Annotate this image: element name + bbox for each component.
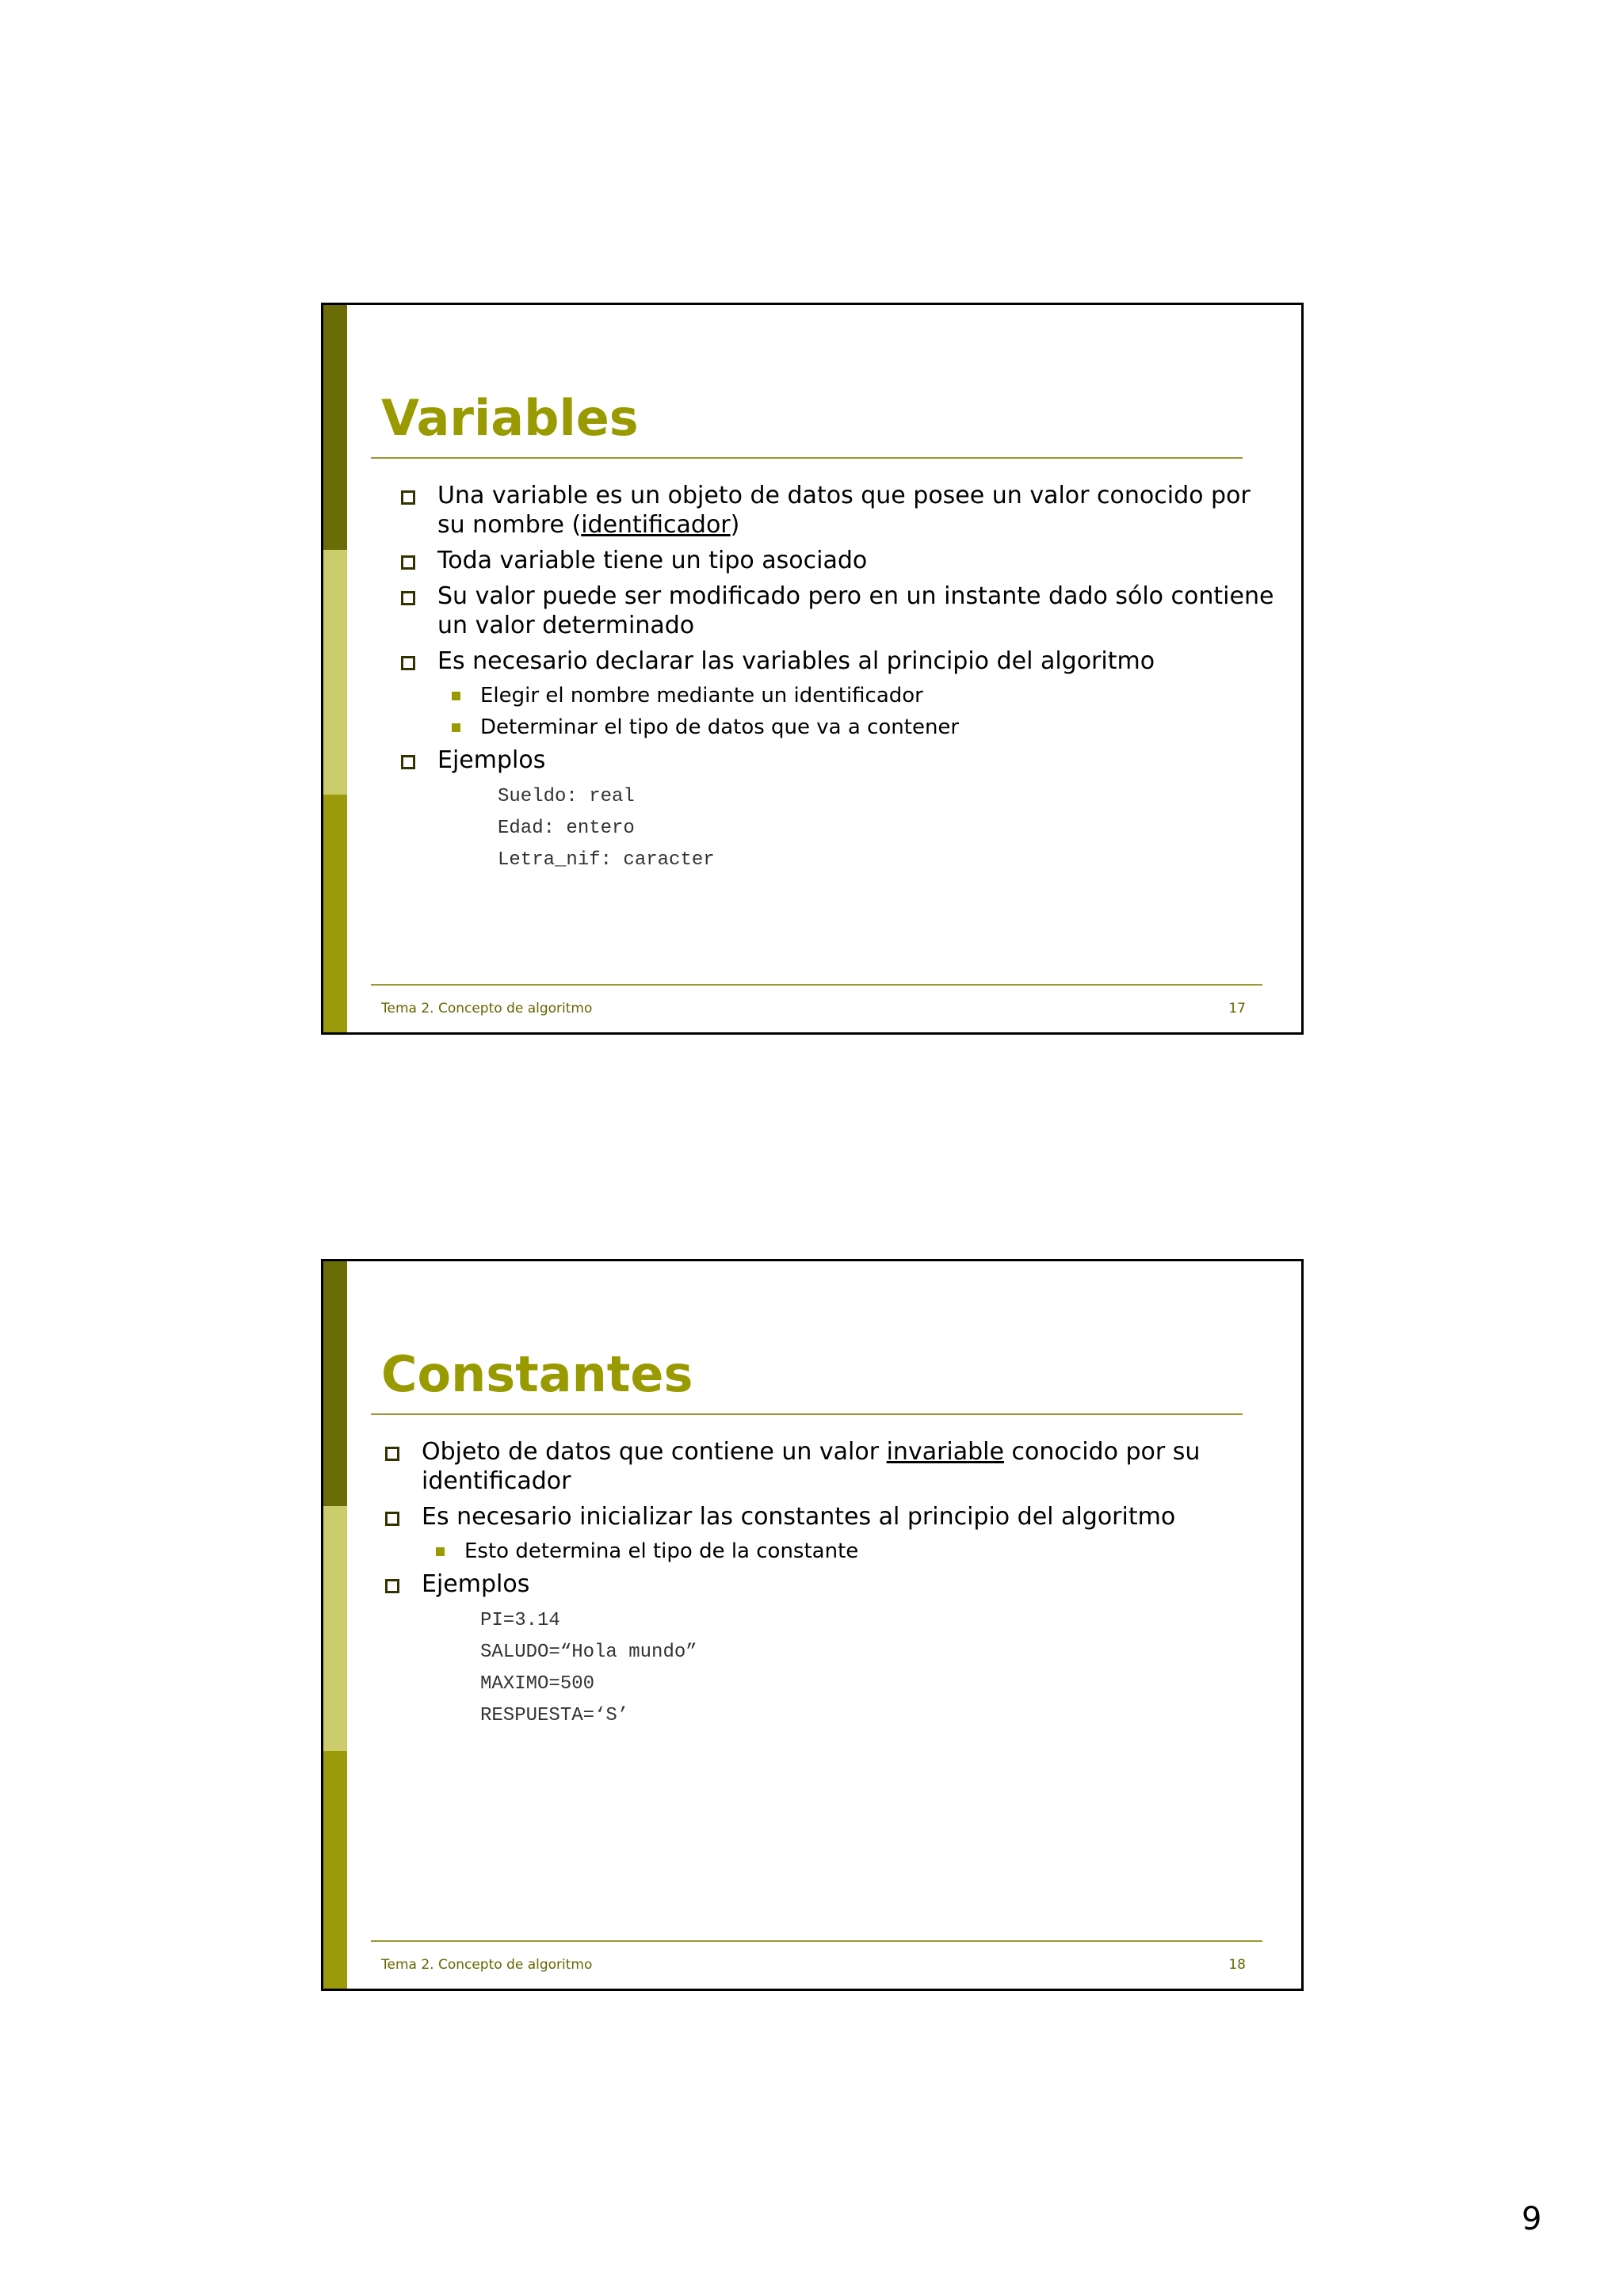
code-line: Letra_nif: caracter xyxy=(498,849,715,871)
code-line: Edad: entero xyxy=(498,818,635,839)
bullet-text: Es necesario inicializar las constantes al principio del algoritmo xyxy=(422,1503,1176,1531)
side-bar-segment-mid xyxy=(323,1751,347,1991)
square-bullet-icon xyxy=(385,1512,399,1526)
sub-bullet-text: Elegir el nombre mediante un identificador xyxy=(480,684,923,707)
underlined-term: invariable xyxy=(886,1438,1004,1466)
bullet-text: Es necesario declarar las variables al principio del algoritmo xyxy=(437,647,1155,675)
sub-bullet-item xyxy=(395,682,1282,709)
square-bullet-icon xyxy=(401,755,415,769)
sub-bullet-text: Esto determina el tipo de la constante xyxy=(464,1539,859,1563)
side-bar-segment-light xyxy=(323,550,347,795)
code-line: SALUDO=“Hola mundo” xyxy=(480,1642,697,1663)
slide-content xyxy=(379,1437,1266,1732)
footer-divider xyxy=(371,984,1262,986)
square-bullet-icon xyxy=(385,1579,399,1593)
bullet-text: ) xyxy=(730,511,740,539)
footer-divider xyxy=(371,1940,1262,1942)
bullet-item xyxy=(395,546,1282,575)
side-bar-segment-dark xyxy=(323,1261,347,1506)
bullet-text: Toda variable tiene un tipo asociado xyxy=(437,547,868,574)
square-bullet-icon xyxy=(401,591,415,605)
slide-footer: Tema 2. Concepto de algoritmo xyxy=(381,1001,593,1016)
sub-bullet-item xyxy=(395,714,1282,741)
slide-side-bar xyxy=(323,1261,347,1989)
title-divider xyxy=(371,1413,1243,1415)
bullet-text: Ejemplos xyxy=(437,746,546,774)
filled-square-bullet-icon xyxy=(452,692,460,700)
slide-title: Variables xyxy=(381,389,639,447)
side-bar-segment-dark xyxy=(323,305,347,550)
slide-number: 18 xyxy=(1228,1957,1246,1973)
bullet-text: Una variable es un objeto de datos que posee un valor conocido por su nombre ( xyxy=(437,482,1251,539)
bullet-item xyxy=(395,646,1282,676)
square-bullet-icon xyxy=(401,555,415,570)
bullet-text: Objeto de datos que contiene un valor xyxy=(422,1438,887,1466)
page-number: 9 xyxy=(1522,2201,1542,2237)
bullet-item xyxy=(395,582,1282,640)
slide-number: 17 xyxy=(1228,1001,1246,1016)
slide-footer: Tema 2. Concepto de algoritmo xyxy=(381,1957,593,1973)
bullet-text: Su valor puede ser modificado pero en un instante dado sólo contiene un valor determinado xyxy=(437,582,1274,639)
side-bar-segment-mid xyxy=(323,795,347,1035)
bullet-item xyxy=(395,481,1282,540)
square-bullet-icon xyxy=(401,490,415,505)
code-line: RESPUESTA=‘S’ xyxy=(480,1705,629,1726)
slide-title: Constantes xyxy=(381,1345,693,1403)
slide-content xyxy=(395,481,1282,876)
sub-bullet-item xyxy=(379,1538,1266,1565)
slide-constantes xyxy=(321,1259,1304,1991)
bullet-text: Ejemplos xyxy=(422,1570,530,1598)
square-bullet-icon xyxy=(401,656,415,670)
bullet-text: conocido por su identificador xyxy=(422,1438,1201,1495)
code-line: MAXIMO=500 xyxy=(480,1673,595,1695)
side-bar-segment-light xyxy=(323,1506,347,1751)
code-line: Sueldo: real xyxy=(498,786,635,807)
bullet-item xyxy=(379,1569,1266,1599)
bullet-item xyxy=(379,1437,1266,1496)
square-bullet-icon xyxy=(385,1447,399,1461)
bullet-item xyxy=(379,1502,1266,1531)
slide-side-bar xyxy=(323,305,347,1032)
sub-bullet-text: Determinar el tipo de datos que va a contener xyxy=(480,715,960,739)
filled-square-bullet-icon xyxy=(452,723,460,732)
bullet-item xyxy=(395,746,1282,775)
code-line: PI=3.14 xyxy=(480,1610,560,1631)
filled-square-bullet-icon xyxy=(436,1547,445,1556)
slide-variables xyxy=(321,303,1304,1035)
underlined-term: identificador xyxy=(581,511,731,539)
title-divider xyxy=(371,457,1243,459)
